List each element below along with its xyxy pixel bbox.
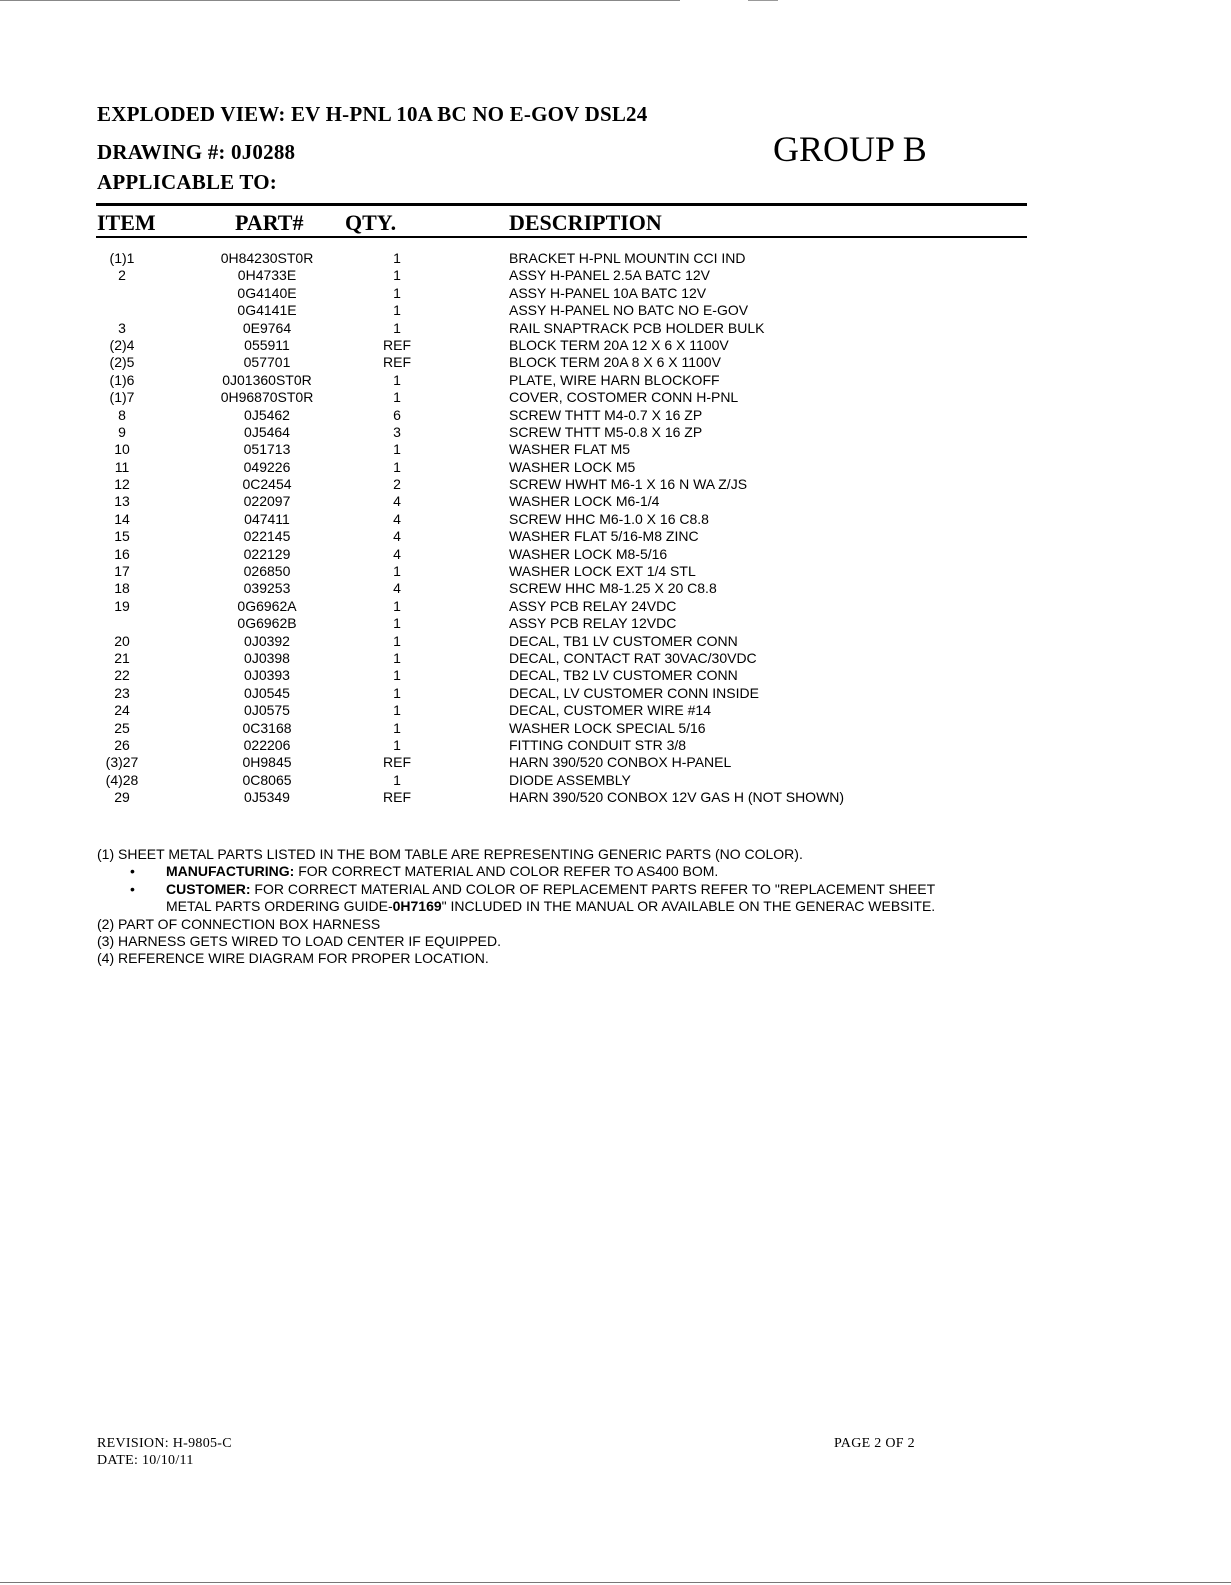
qty-cell: 1 [393, 302, 401, 319]
applicable-to: APPLICABLE TO: [97, 170, 277, 194]
document-title: EXPLODED VIEW: EV H-PNL 10A BC NO E-GOV DSL24 [97, 102, 648, 126]
description-cell: ASSY H-PANEL 2.5A BATC 12V [509, 267, 711, 284]
part-number-cell: 0G4141E [237, 302, 297, 319]
item-cell: 25 [114, 719, 130, 736]
table-rule-bottom [96, 236, 1027, 238]
table-row [0, 250, 1231, 267]
table-row [0, 754, 1231, 771]
item-cell: 20 [114, 632, 130, 649]
description-cell: PLATE, WIRE HARN BLOCKOFF [509, 371, 720, 388]
item-cell: 2 [118, 267, 126, 284]
qty-cell: 1 [393, 719, 401, 736]
description-cell: BRACKET H-PNL MOUNTIN CCI IND [509, 250, 746, 266]
part-number-cell: 0H4733E [237, 267, 297, 284]
table-row [0, 737, 1231, 754]
part-number-cell: 049226 [243, 458, 291, 475]
table-row [0, 702, 1231, 719]
qty-cell: 1 [393, 632, 401, 649]
part-number-cell: 0C3168 [242, 719, 292, 736]
qty-cell: REF [383, 354, 411, 371]
description-cell: DIODE ASSEMBLY [509, 771, 631, 788]
qty-cell: 4 [393, 545, 401, 562]
part-number-cell: 0H9845 [242, 754, 292, 771]
note-1: (1) SHEET METAL PARTS LISTED IN THE BOM TABLE ARE REPRESENTING GENERIC PARTS (NO COLOR). [97, 846, 803, 862]
item-cell: (1)7 [109, 389, 135, 406]
qty-cell: 1 [393, 615, 401, 632]
item-cell: 29 [114, 789, 130, 806]
qty-cell: 1 [393, 597, 401, 614]
part-number-cell: 0J01360ST0R [222, 371, 312, 388]
item-cell: 21 [114, 649, 130, 666]
table-row [0, 354, 1231, 371]
column-header-item: ITEM [97, 210, 156, 235]
part-number-cell: 0J0545 [244, 684, 290, 701]
description-cell: COVER, COSTOMER CONN H-PNL [509, 389, 739, 406]
part-number-cell: 039253 [243, 580, 291, 597]
description-cell: WASHER LOCK M6-1/4 [509, 493, 660, 510]
qty-cell: 6 [393, 406, 401, 423]
description-cell: DECAL, LV CUSTOMER CONN INSIDE [509, 684, 759, 701]
part-number-cell: 0J0392 [244, 632, 290, 649]
table-row [0, 615, 1231, 632]
description-cell: DECAL, CONTACT RAT 30VAC/30VDC [509, 649, 757, 666]
qty-cell: 1 [393, 389, 401, 406]
qty-cell: 1 [393, 284, 401, 301]
note-bullet-manufacturing [97, 863, 1057, 880]
description-cell: WASHER LOCK SPECIAL 5/16 [509, 719, 706, 736]
description-cell: WASHER LOCK EXT 1/4 STL [509, 563, 696, 580]
qty-cell: 1 [393, 267, 401, 284]
part-number-cell: 0C2454 [242, 476, 292, 493]
item-cell: 3 [118, 319, 126, 336]
description-cell: WASHER FLAT 5/16-M8 ZINC [509, 528, 699, 545]
table-row [0, 372, 1231, 389]
item-cell: 8 [118, 406, 126, 423]
table-row [0, 598, 1231, 615]
qty-cell: 4 [393, 580, 401, 597]
table-row [0, 459, 1231, 476]
qty-cell: 1 [393, 667, 401, 684]
bullet-text: FOR CORRECT MATERIAL AND COLOR REFER TO AS400 BOM. [294, 863, 719, 880]
description-cell: ASSY H-PANEL NO BATC NO E-GOV [509, 302, 749, 319]
table-row [0, 320, 1231, 337]
qty-cell: 1 [393, 771, 401, 788]
note-4: (4) REFERENCE WIRE DIAGRAM FOR PROPER LOCATION. [97, 950, 489, 967]
item-cell: 17 [114, 563, 130, 580]
part-number-cell: 0J0575 [244, 702, 290, 719]
qty-cell: 1 [393, 371, 401, 388]
item-cell: (2)4 [109, 336, 135, 353]
item-cell: (1)6 [109, 371, 135, 388]
description-cell: WASHER LOCK M5 [509, 458, 636, 475]
part-number-cell: 022145 [243, 528, 291, 545]
description-cell: WASHER LOCK M8-5/16 [509, 545, 668, 562]
qty-cell: 1 [393, 458, 401, 475]
footer-revision: REVISION: H-9805-C [97, 1436, 232, 1451]
table-row [0, 493, 1231, 510]
table-row [0, 285, 1231, 302]
table-row [0, 667, 1231, 684]
table-row [0, 302, 1231, 319]
table-row [0, 772, 1231, 789]
note-2: (2) PART OF CONNECTION BOX HARNESS [97, 915, 381, 932]
part-number-cell: 026850 [243, 563, 291, 580]
description-cell: BLOCK TERM 20A 12 X 6 X 1100V [509, 336, 729, 353]
qty-cell: 4 [393, 493, 401, 510]
description-cell: ASSY H-PANEL 10A BATC 12V [509, 284, 707, 301]
description-cell: FITTING CONDUIT STR 3/8 [509, 736, 687, 753]
description-cell: HARN 390/520 CONBOX H-PANEL [509, 754, 732, 771]
note-bullet-customer [97, 881, 1057, 898]
description-cell: DECAL, TB1 LV CUSTOMER CONN [509, 632, 738, 649]
qty-cell: REF [383, 754, 411, 771]
description-cell: DECAL, CUSTOMER WIRE #14 [509, 702, 712, 719]
table-row [0, 546, 1231, 563]
drawing-number: DRAWING #: 0J0288 [97, 140, 296, 164]
guide-part-number: 0H7169 [392, 898, 442, 915]
bullet-label: CUSTOMER: [166, 880, 251, 897]
description-cell: HARN 390/520 CONBOX 12V GAS H (NOT SHOWN) [509, 789, 845, 806]
item-cell: 19 [114, 597, 130, 614]
item-cell: 14 [114, 510, 130, 527]
description-cell: WASHER FLAT M5 [509, 441, 631, 458]
part-number-cell: 0G6962B [237, 615, 297, 632]
table-row [0, 528, 1231, 545]
qty-cell: 1 [393, 649, 401, 666]
description-cell: SCREW HWHT M6-1 X 16 N WA Z/JS [509, 476, 748, 493]
continued-text: " INCLUDED IN THE MANUAL OR AVAILABLE ON THE GENERAC WEBSITE. [441, 898, 936, 915]
part-number-cell: 022097 [243, 493, 291, 510]
table-row [0, 337, 1231, 354]
table-row [0, 580, 1231, 597]
part-number-cell: 0J0393 [244, 667, 290, 684]
part-number-cell: 0J5462 [244, 406, 290, 423]
notes-section [97, 846, 1057, 968]
description-cell: SCREW HHC M8-1.25 X 20 C8.8 [509, 580, 717, 597]
part-number-cell: 0H96870ST0R [220, 389, 314, 406]
bullet-text: FOR CORRECT MATERIAL AND COLOR OF REPLACEMENT PARTS REFER TO "REPLACEMENT SHEET [250, 880, 936, 897]
parts-table-body [0, 250, 1231, 807]
item-cell: 10 [114, 441, 130, 458]
scan-edge-bottom [0, 1582, 1231, 1583]
part-number-cell: 0H84230ST0R [220, 250, 314, 266]
group-label: GROUP B [773, 129, 927, 169]
table-row [0, 563, 1231, 580]
table-rule-top [96, 203, 1027, 206]
description-cell: DECAL, TB2 LV CUSTOMER CONN [509, 667, 738, 684]
item-cell: 12 [114, 476, 130, 493]
table-row [0, 720, 1231, 737]
table-row [0, 407, 1231, 424]
description-cell: SCREW THTT M5-0.8 X 16 ZP [509, 423, 703, 440]
description-cell: SCREW HHC M6-1.0 X 16 C8.8 [509, 510, 709, 527]
item-cell: (1)1 [109, 250, 135, 266]
item-cell: (3)27 [105, 754, 139, 771]
table-row [0, 441, 1231, 458]
scan-edge-top [0, 0, 1231, 2]
table-row [0, 633, 1231, 650]
qty-cell: 3 [393, 423, 401, 440]
description-cell: RAIL SNAPTRACK PCB HOLDER BULK [509, 319, 765, 336]
description-cell: SCREW THTT M4-0.7 X 16 ZP [509, 406, 703, 423]
description-cell: BLOCK TERM 20A 8 X 6 X 1100V [509, 354, 721, 371]
qty-cell: REF [383, 789, 411, 806]
bullet-label: MANUFACTURING: [166, 863, 295, 880]
footer-date: DATE: 10/10/11 [97, 1453, 194, 1468]
part-number-cell: 0G6962A [237, 597, 297, 614]
qty-cell: 1 [393, 319, 401, 336]
part-number-cell: 0C8065 [242, 771, 292, 788]
part-number-cell: 047411 [244, 510, 290, 527]
item-cell: (2)5 [109, 354, 135, 371]
table-row [0, 476, 1231, 493]
part-number-cell: 022206 [243, 736, 291, 753]
table-row [0, 789, 1231, 806]
part-number-cell: 055911 [244, 336, 290, 353]
table-row [0, 511, 1231, 528]
footer-page-number: PAGE 2 OF 2 [834, 1436, 915, 1451]
column-header-part: PART# [235, 210, 304, 235]
item-cell: 24 [114, 702, 130, 719]
part-number-cell: 0G4140E [237, 284, 297, 301]
item-cell: 9 [118, 423, 126, 440]
qty-cell: 1 [393, 563, 401, 580]
part-number-cell: 0E9764 [242, 319, 292, 336]
note-3: (3) HARNESS GETS WIRED TO LOAD CENTER IF EQUIPPED. [97, 933, 501, 950]
qty-cell: 1 [393, 441, 401, 458]
qty-cell: 1 [393, 684, 401, 701]
note-bullet-customer-continued [97, 898, 1057, 915]
part-number-cell: 057701 [243, 354, 291, 371]
part-number-cell: 0J5349 [244, 789, 290, 806]
table-row [0, 685, 1231, 702]
qty-cell: 1 [393, 702, 401, 719]
qty-cell: 2 [393, 476, 401, 493]
qty-cell: 1 [393, 736, 401, 753]
item-cell: 23 [114, 684, 130, 701]
continued-text: METAL PARTS ORDERING GUIDE- [166, 898, 393, 915]
table-row [0, 267, 1231, 284]
bullet-icon: • [130, 880, 135, 897]
bullet-icon: • [130, 863, 135, 880]
table-row [0, 650, 1231, 667]
part-number-cell: 0J0398 [244, 649, 290, 666]
qty-cell: 4 [393, 510, 401, 527]
table-row [0, 389, 1231, 406]
part-number-cell: 022129 [243, 545, 291, 562]
column-header-qty: QTY. [345, 210, 397, 235]
item-cell: 11 [114, 458, 130, 475]
item-cell: 16 [114, 545, 130, 562]
table-row [0, 424, 1231, 441]
qty-cell: 4 [393, 528, 401, 545]
qty-cell: REF [383, 336, 411, 353]
part-number-cell: 051713 [243, 441, 291, 458]
description-cell: ASSY PCB RELAY 24VDC [509, 597, 677, 614]
item-cell: 26 [114, 736, 130, 753]
item-cell: (4)28 [105, 771, 139, 788]
part-number-cell: 0J5464 [244, 423, 290, 440]
item-cell: 13 [114, 493, 130, 510]
description-cell: ASSY PCB RELAY 12VDC [509, 615, 677, 632]
column-header-description: DESCRIPTION [509, 210, 662, 235]
item-cell: 22 [114, 667, 130, 684]
item-cell: 18 [114, 580, 130, 597]
qty-cell: 1 [393, 250, 401, 266]
item-cell: 15 [114, 528, 130, 545]
